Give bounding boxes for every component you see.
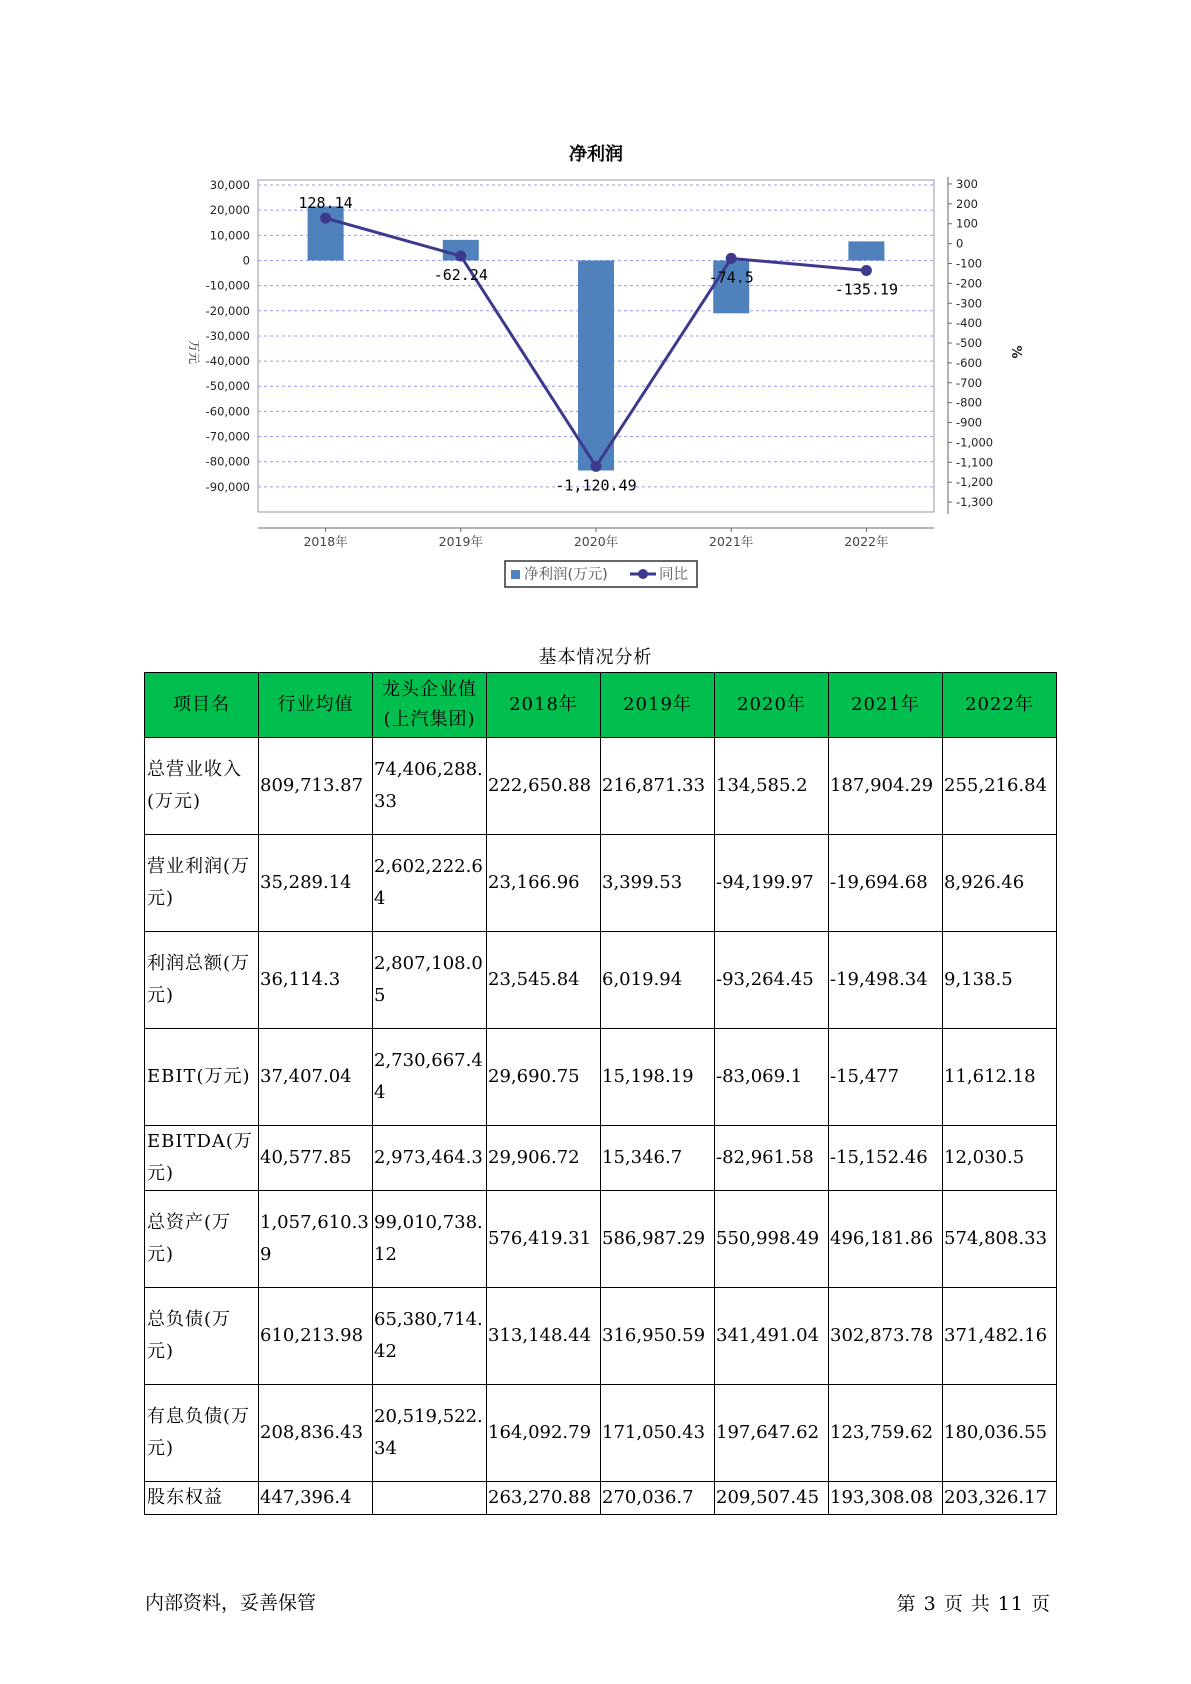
value-cell: -15,477 [829, 1029, 943, 1126]
net-profit-chart [0, 0, 1191, 620]
value-cell: 35,289.14 [259, 835, 373, 932]
value-cell: 610,213.98 [259, 1288, 373, 1385]
legend-label-bar: 净利润(万元) [524, 567, 608, 583]
y-right-tick-label: -1,100 [956, 455, 994, 470]
data-label-yoy: -1,120.49 [555, 476, 637, 495]
y-left-tick-label: 0 [242, 253, 250, 268]
y-right-tick-label: -600 [956, 355, 983, 370]
row-label-cell: 总营业收入(万元) [145, 738, 259, 835]
data-label-yoy: -74.5 [708, 268, 754, 287]
table-row [145, 1126, 1057, 1191]
value-cell: 12,030.5 [943, 1126, 1057, 1191]
value-cell: 74,406,288.33 [373, 738, 487, 835]
legend-swatch-bar [511, 570, 520, 579]
y-left-tick-label: 10,000 [209, 228, 250, 243]
legend-label-line: 同比 [659, 567, 688, 583]
value-cell: 316,950.59 [601, 1288, 715, 1385]
value-cell: 171,050.43 [601, 1385, 715, 1482]
table-row [145, 1288, 1057, 1385]
table-header-cell: 龙头企业值(上汽集团) [373, 673, 487, 738]
value-cell: 208,836.43 [259, 1385, 373, 1482]
y-left-axis-label: 万元 [187, 339, 201, 365]
y-right-tick-label: -200 [956, 276, 983, 291]
bar-net-profit [578, 260, 614, 470]
value-cell: 2,807,108.05 [373, 932, 487, 1029]
table-header-row [145, 673, 1057, 738]
table-header-cell: 行业均值 [259, 673, 373, 738]
table-row [145, 932, 1057, 1029]
x-tick-label: 2020年 [573, 534, 619, 549]
value-cell: 11,612.18 [943, 1029, 1057, 1126]
value-cell: 496,181.86 [829, 1191, 943, 1288]
y-left-tick-label: -10,000 [205, 278, 250, 293]
y-left-tick-label: -50,000 [205, 379, 250, 394]
value-cell: 29,906.72 [487, 1126, 601, 1191]
value-cell: -19,694.68 [829, 835, 943, 932]
table-header-cell: 2021年 [829, 673, 943, 738]
value-cell: 20,519,522.34 [373, 1385, 487, 1482]
value-cell: 341,491.04 [715, 1288, 829, 1385]
y-left-tick-label: -80,000 [205, 454, 250, 469]
y-right-tick-label: -1,300 [956, 495, 994, 510]
row-label-cell: 股东权益 [145, 1482, 259, 1515]
row-label-cell: 总资产(万元) [145, 1191, 259, 1288]
value-cell: 209,507.45 [715, 1482, 829, 1515]
value-cell: 8,926.46 [943, 835, 1057, 932]
value-cell: 36,114.3 [259, 932, 373, 1029]
value-cell: 40,577.85 [259, 1126, 373, 1191]
table-row [145, 1029, 1057, 1126]
chart-title: 净利润 [569, 144, 623, 165]
table-header-cell: 2018年 [487, 673, 601, 738]
line-point-yoy [726, 253, 737, 264]
y-right-tick-label: -1,200 [956, 475, 994, 490]
line-point-yoy [861, 265, 872, 276]
line-point-yoy [591, 461, 602, 472]
data-label-yoy: -62.24 [433, 265, 488, 284]
x-tick-label: 2021年 [709, 534, 754, 549]
y-right-tick-label: 100 [956, 216, 978, 231]
y-right-tick-label: -1,000 [956, 435, 994, 450]
value-cell: 23,166.96 [487, 835, 601, 932]
table-row [145, 835, 1057, 932]
table-header-cell: 2020年 [715, 673, 829, 738]
y-left-tick-label: -20,000 [205, 303, 250, 318]
legend-swatch-point [638, 569, 648, 579]
value-cell: 99,010,738.12 [373, 1191, 487, 1288]
value-cell: 263,270.88 [487, 1482, 601, 1515]
y-left-tick-label: -40,000 [205, 354, 250, 369]
chart-canvas [0, 0, 1191, 620]
table-row [145, 1385, 1057, 1482]
table-row [145, 738, 1057, 835]
row-label-cell: EBITDA(万元) [145, 1126, 259, 1191]
value-cell: 2,730,667.44 [373, 1029, 487, 1126]
value-cell: 193,308.08 [829, 1482, 943, 1515]
value-cell: 203,326.17 [943, 1482, 1057, 1515]
bar-net-profit [848, 241, 884, 260]
footer-confidential-note: 内部资料，妥善保管 [145, 1592, 317, 1614]
row-label-cell: EBIT(万元) [145, 1029, 259, 1126]
value-cell: 6,019.94 [601, 932, 715, 1029]
value-cell: 123,759.62 [829, 1385, 943, 1482]
table-caption: 基本情况分析 [538, 647, 653, 668]
y-left-tick-label: 30,000 [209, 178, 250, 193]
y-right-tick-label: -700 [956, 375, 983, 390]
value-cell: 302,873.78 [829, 1288, 943, 1385]
value-cell: 447,396.4 [259, 1482, 373, 1515]
value-cell: 29,690.75 [487, 1029, 601, 1126]
y-right-tick-label: -900 [956, 415, 983, 430]
y-right-tick-label: -300 [956, 296, 983, 311]
y-right-tick-label: -800 [956, 395, 983, 410]
value-cell: 15,198.19 [601, 1029, 715, 1126]
data-label-yoy: 128.14 [298, 194, 353, 213]
x-tick-label: 2019年 [438, 534, 483, 549]
y-left-tick-label: -70,000 [205, 429, 250, 444]
y-right-tick-label: 300 [956, 176, 978, 191]
y-right-tick-label: -400 [956, 316, 983, 331]
value-cell: 2,973,464.3 [373, 1126, 487, 1191]
y-left-tick-label: -90,000 [205, 479, 250, 494]
analysis-table [144, 672, 1057, 1515]
x-tick-label: 2022年 [844, 534, 889, 549]
table-header-cell: 项目名 [145, 673, 259, 738]
value-cell: 15,346.7 [601, 1126, 715, 1191]
row-label-cell: 利润总额(万元) [145, 932, 259, 1029]
y-right-axis-label: % [1008, 345, 1023, 359]
value-cell: 586,987.29 [601, 1191, 715, 1288]
footer-page-number: 第 3 页 共 11 页 [896, 1593, 1051, 1615]
value-cell: 23,545.84 [487, 932, 601, 1029]
value-cell: 65,380,714.42 [373, 1288, 487, 1385]
y-right-tick-label: -100 [956, 256, 983, 271]
value-cell: 371,482.16 [943, 1288, 1057, 1385]
line-point-yoy [320, 213, 331, 224]
value-cell: 574,808.33 [943, 1191, 1057, 1288]
value-cell: -93,264.45 [715, 932, 829, 1029]
value-cell: 9,138.5 [943, 932, 1057, 1029]
value-cell: 3,399.53 [601, 835, 715, 932]
value-cell: 164,092.79 [487, 1385, 601, 1482]
y-left-tick-label: 20,000 [209, 203, 250, 218]
line-point-yoy [455, 250, 466, 261]
value-cell: 37,407.04 [259, 1029, 373, 1126]
table-header-cell: 2022年 [943, 673, 1057, 738]
row-label-cell: 营业利润(万元) [145, 835, 259, 932]
y-right-tick-label: -500 [956, 336, 983, 351]
value-cell: 1,057,610.39 [259, 1191, 373, 1288]
value-cell: 134,585.2 [715, 738, 829, 835]
value-cell: 216,871.33 [601, 738, 715, 835]
value-cell: -94,199.97 [715, 835, 829, 932]
row-label-cell: 总负债(万元) [145, 1288, 259, 1385]
table-header-cell: 2019年 [601, 673, 715, 738]
value-cell: -82,961.58 [715, 1126, 829, 1191]
y-right-tick-label: 200 [956, 196, 978, 211]
value-cell: 809,713.87 [259, 738, 373, 835]
value-cell: -15,152.46 [829, 1126, 943, 1191]
value-cell: -83,069.1 [715, 1029, 829, 1126]
value-cell: 180,036.55 [943, 1385, 1057, 1482]
table-row [145, 1482, 1057, 1515]
y-left-tick-label: -30,000 [205, 328, 250, 343]
data-label-yoy: -135.19 [834, 280, 899, 299]
value-cell: -19,498.34 [829, 932, 943, 1029]
value-cell: 222,650.88 [487, 738, 601, 835]
row-label-cell: 有息负债(万元) [145, 1385, 259, 1482]
x-tick-label: 2018年 [303, 534, 348, 549]
value-cell: 270,036.7 [601, 1482, 715, 1515]
table-row [145, 1191, 1057, 1288]
value-cell: 550,998.49 [715, 1191, 829, 1288]
value-cell: 313,148.44 [487, 1288, 601, 1385]
y-right-tick-label: 0 [956, 236, 964, 251]
value-cell [373, 1482, 487, 1515]
value-cell: 255,216.84 [943, 738, 1057, 835]
value-cell: 197,647.62 [715, 1385, 829, 1482]
value-cell: 576,419.31 [487, 1191, 601, 1288]
value-cell: 2,602,222.64 [373, 835, 487, 932]
value-cell: 187,904.29 [829, 738, 943, 835]
y-left-tick-label: -60,000 [205, 404, 250, 419]
